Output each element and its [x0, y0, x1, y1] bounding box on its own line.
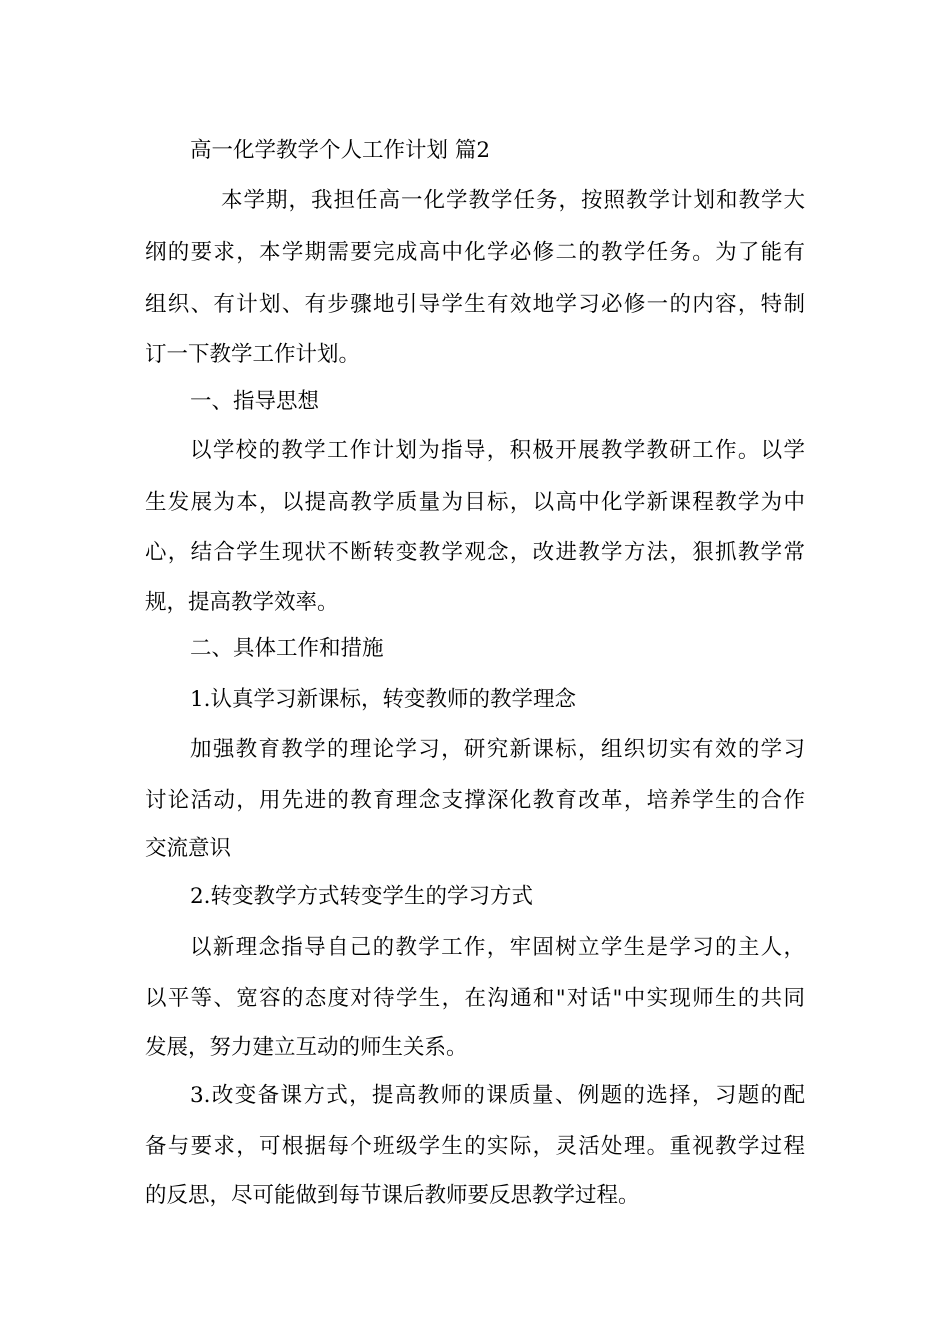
section1-line-3: 心，结合学生现状不断转变教学观念，改进教学方法，狠抓教学常 [145, 540, 805, 565]
section1-heading: 一、指导思想 [190, 389, 320, 414]
item1-line-2: 讨论活动，用先进的教育理念支撑深化教育改革，培养学生的合作 [145, 788, 805, 813]
intro-line-2: 纲的要求，本学期需要完成高中化学必修二的教学任务。为了能有 [145, 240, 805, 265]
item3-line-1: 3.改变备课方式，提高教师的课质量、例题的选择，习题的配 [190, 1083, 805, 1108]
document-title: 高一化学教学个人工作计划 篇2 [190, 138, 491, 163]
item2-line-1: 以新理念指导自己的教学工作，牢固树立学生是学习的主人， [190, 935, 805, 960]
item1-line-3: 交流意识 [145, 836, 232, 861]
item2-line-3: 发展，努力建立互动的师生关系。 [145, 1035, 468, 1060]
intro-line-4: 订一下教学工作计划。 [145, 342, 361, 367]
item1-line-1: 加强教育教学的理论学习，研究新课标，组织切实有效的学习 [190, 737, 805, 762]
intro-line-3: 组织、有计划、有步骤地引导学生有效地学习必修一的内容，特制 [145, 292, 805, 317]
section1-line-4: 规，提高教学效率。 [145, 590, 339, 615]
item3-line-3: 的反思，尽可能做到每节课后教师要反思教学过程。 [145, 1183, 640, 1208]
item1-heading: 1.认真学习新课标，转变教师的教学理念 [190, 687, 577, 712]
intro-line-1: 本学期，我担任高一化学教学任务，按照教学计划和教学大 [221, 188, 805, 213]
item2-heading: 2.转变教学方式转变学生的学习方式 [190, 884, 534, 909]
section2-heading: 二、具体工作和措施 [190, 636, 384, 661]
item3-line-2: 备与要求，可根据每个班级学生的实际，灵活处理。重视教学过程 [145, 1134, 805, 1159]
section1-line-2: 生发展为本，以提高教学质量为目标，以高中化学新课程教学为中 [145, 490, 805, 515]
section1-line-1: 以学校的教学工作计划为指导，积极开展教学教研工作。以学 [190, 438, 805, 463]
item2-line-2: 以平等、宽容的态度对待学生，在沟通和"对话"中实现师生的共同 [145, 986, 805, 1011]
